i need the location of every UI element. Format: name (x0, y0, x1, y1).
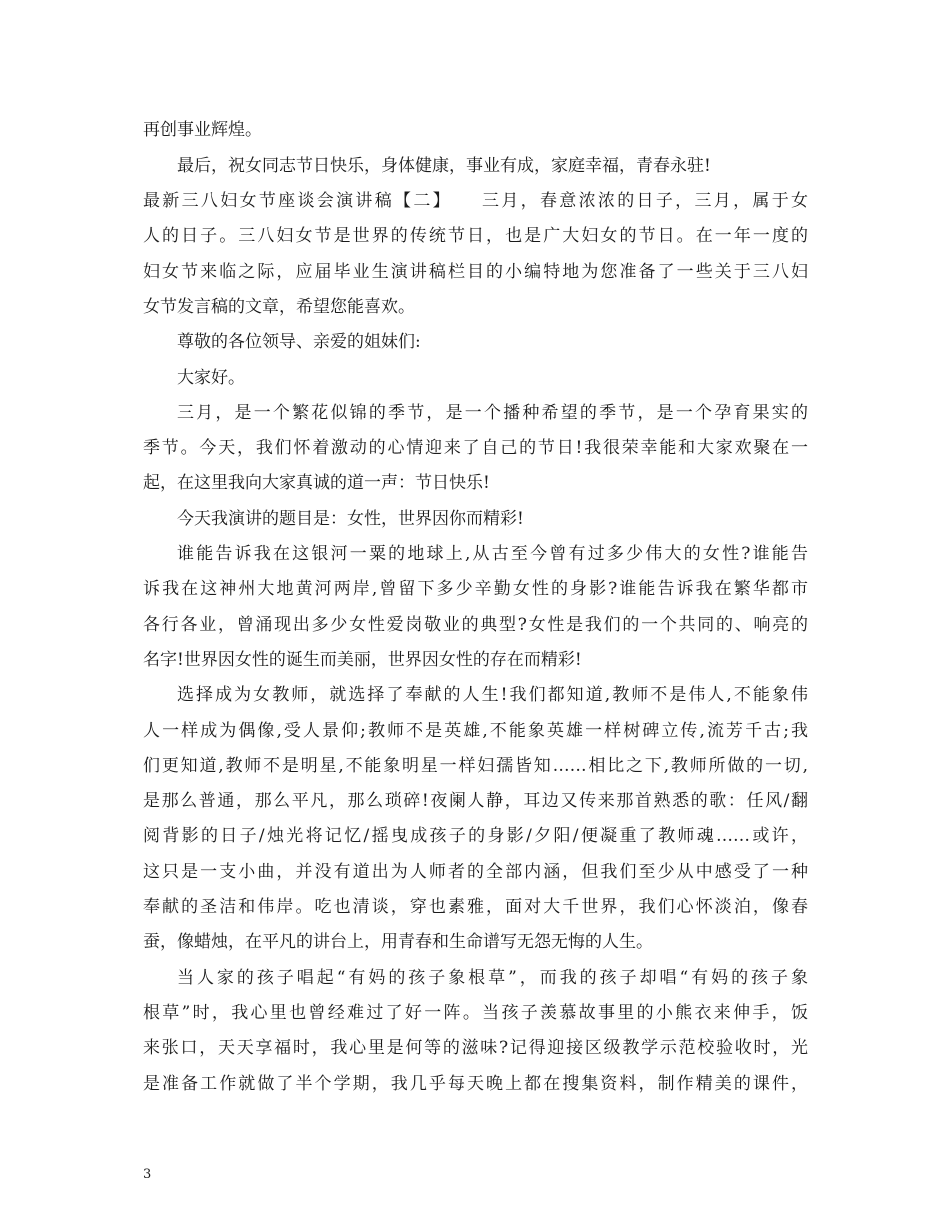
greeting: 大家好。 (177, 368, 245, 388)
text-line: 来张口，天天享福时，我心里是何等的滋味?记得迎接区级教学示范校验收时，光 (143, 1038, 808, 1058)
text-line: 各行各业，曾涌现出多少女性爱岗敬业的典型?女性是我们的一个共同的、响亮的 (143, 615, 808, 635)
text-line: 们更知道,教师不是明星,不能象明星一样妇孺皆知……相比之下,教师所做的一切, (143, 756, 808, 776)
text-line: 谁能告诉我在这银河一粟的地球上,从古至今曾有过多少伟大的女性?谁能告 (177, 544, 808, 564)
text-line: 再创事业辉煌。 (143, 120, 262, 140)
text-line: 妇女节来临之际，应届毕业生演讲稿栏目的小编特地为您准备了一些关于三八妇 (143, 262, 808, 282)
text-line: 蚕，像蜡烛，在平凡的讲台上，用青春和生命谱写无怨无悔的人生。 (143, 932, 653, 952)
salutation: 尊敬的各位领导、亲爱的姐妹们: (177, 332, 421, 352)
text-line: 是那么普通，那么平凡，那么琐碎!夜阑人静，耳边又传来那首熟悉的歌：任风/翻 (143, 791, 808, 811)
text-line: 是准备工作就做了半个学期，我几乎每天晚上都在搜集资料，制作精美的课件， (143, 1074, 808, 1094)
text-line: 起，在这里我向大家真诚的道一声：节日快乐! (143, 473, 490, 493)
text-line: 当人家的孩子唱起“有妈的孩子象根草”，而我的孩子却唱“有妈的孩子象 (177, 968, 808, 988)
text-line: 阅背影的日子/烛光将记忆/摇曳成孩子的身影/夕阳/便凝重了教师魂……或许， (143, 826, 808, 846)
text-line: 诉我在这神州大地黄河两岸,曾留下多少辛勤女性的身影?谁能告诉我在繁华都市 (143, 579, 808, 599)
text-line: 三月，是一个繁花似锦的季节，是一个播种希望的季节，是一个孕育果实的 (177, 403, 808, 423)
text-line: 人一样成为偶像,受人景仰;教师不是英雄,不能象英雄一样树碑立传,流芳千古;我 (143, 721, 808, 741)
section-heading-line: 最新三八妇女节座谈会演讲稿【二】 三月，春意浓浓的日子，三月，属于女 (143, 191, 808, 211)
page-number: 3 (143, 1167, 152, 1182)
text-line: 这只是一支小曲，并没有道出为人师者的全部内涵，但我们至少从中感受了一种 (143, 862, 808, 882)
text-line: 女节发言稿的文章，希望您能喜欢。 (143, 297, 415, 317)
text-line: 季节。今天，我们怀着激动的心情迎来了自己的节日!我很荣幸能和大家欢聚在一 (143, 438, 808, 458)
text-line: 选择成为女教师，就选择了奉献的人生!我们都知道,教师不是伟人,不能象伟 (177, 685, 808, 705)
text-line: 根草”时，我心里也曾经难过了好一阵。当孩子羡慕故事里的小熊衣来伸手，饭 (143, 1003, 808, 1023)
text-line: 名字!世界因女性的诞生而美丽，世界因女性的存在而精彩! (143, 650, 582, 670)
speech-topic: 今天我演讲的题目是：女性，世界因你而精彩! (177, 509, 524, 529)
text-line: 人的日子。三八妇女节是世界的传统节日，也是广大妇女的节日。在一年一度的 (143, 226, 808, 246)
text-line: 奉献的圣洁和伟岸。吃也清谈，穿也素雅，面对大千世界，我们心怀淡泊，像春 (143, 897, 808, 917)
text-line: 最后，祝女同志节日快乐，身体健康，事业有成，家庭幸福，青春永驻! (177, 156, 711, 176)
